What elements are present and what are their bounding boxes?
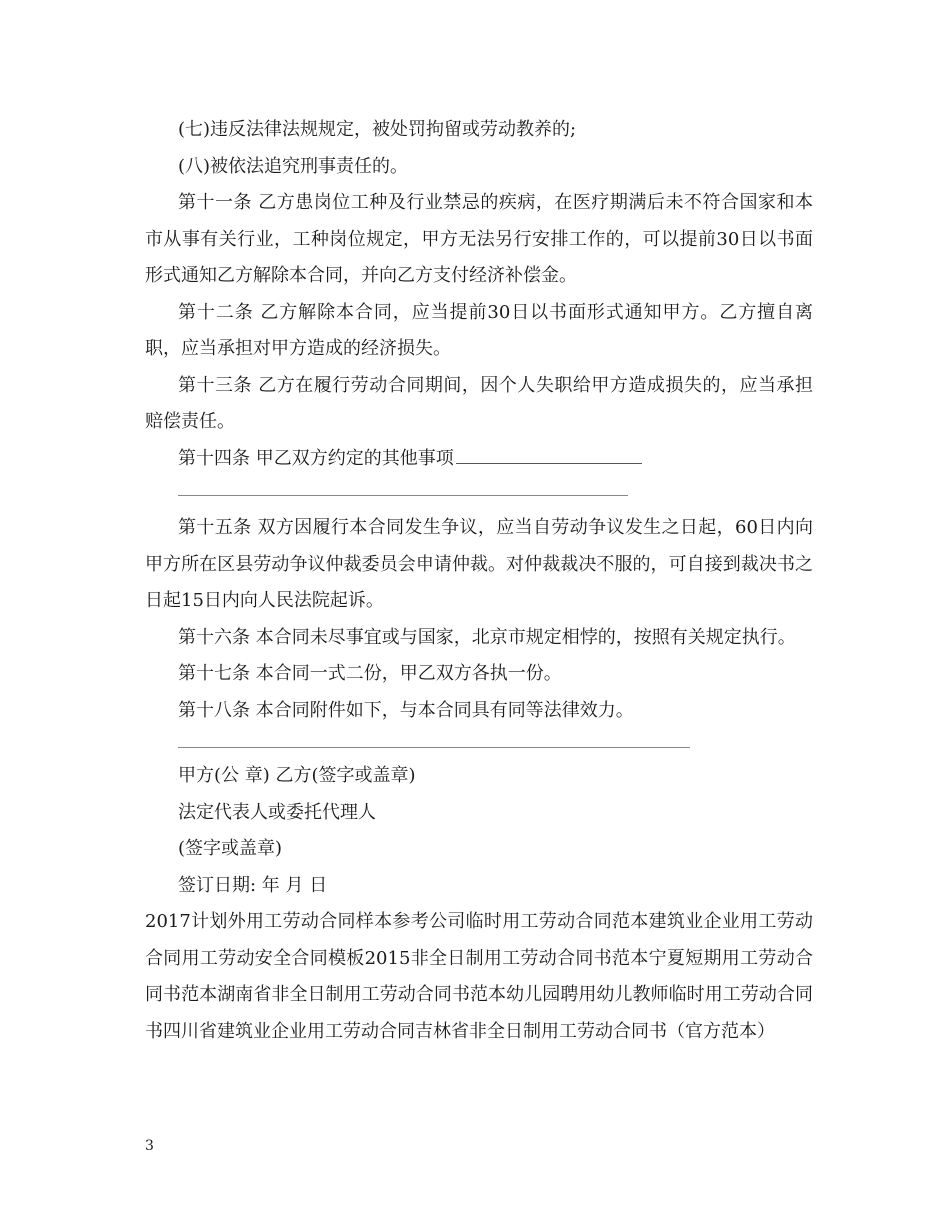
signature-representative: 法定代表人或委托代理人: [178, 801, 376, 823]
article-16: 第十六条 本合同未尽事宜或与国家，北京市规定相悖的，按照有关规定执行。: [178, 626, 796, 648]
article-14-text: 第十四条 甲乙双方约定的其他事项: [178, 447, 454, 469]
signature-parties: 甲方(公 章) 乙方(签字或盖章): [178, 765, 416, 786]
attachment-line: [178, 747, 690, 748]
article-12: 第十二条 乙方解除本合同，应当提前30日以书面形式通知甲方。乙方擅自离职，应当承担对甲方造成的经济损失。: [145, 301, 813, 359]
article-14: [145, 441, 813, 478]
article-14-continuation-line: [178, 495, 628, 496]
article-11: 第十一条 乙方患岗位工种及行业禁忌的疾病，在医疗期满后未不符合国家和本市从事有关行业，工种岗位规定，甲方无法另行安排工作的，可以提前30日以书面形式通知乙方解除本合同，并向乙方支付经济补偿金。: [145, 192, 813, 286]
article-15: 第十五条 双方因履行本合同发生争议，应当自劳动争议发生之日起，60日内向甲方所在区县劳动争议仲裁委员会申请仲裁。对仲裁裁决不服的，可自接到裁决书之日起15日内向人民法院起诉。: [145, 517, 813, 611]
signature-date: 签订日期: 年 月 日: [178, 874, 328, 896]
page-number: 3: [145, 1138, 154, 1154]
article-13: 第十三条 乙方在履行劳动合同期间，因个人失职给甲方造成损失的，应当承担赔偿责任。: [145, 374, 813, 432]
clause-7: (七)违反法律法规规定，被处罚拘留或劳动教养的;: [178, 119, 577, 140]
article-14-blank-line: [456, 443, 642, 464]
article-17: 第十七条 本合同一式二份，甲乙双方各执一份。: [178, 663, 562, 684]
signature-sign-or-seal: (签字或盖章): [178, 838, 283, 859]
article-18: 第十八条 本合同附件如下，与本合同具有同等法律效力。: [178, 699, 634, 721]
clause-8: (八)被依法追究刑事责任的。: [178, 155, 409, 177]
document-page: [145, 112, 813, 1050]
related-links: 2017计划外用工劳动合同样本参考公司临时用工劳动合同范本建筑业企业用工劳动合同用工劳动安全合同模板2015非全日制用工劳动合同书范本宁夏短期用工劳动合同书范本湖南省非全日制用工劳动合同书范本幼儿园聘用幼儿教师临时用工劳动合同书四川省建筑业企业用工劳动合同吉林省非全日制用工劳动合同书（官方范本）: [145, 911, 813, 1042]
